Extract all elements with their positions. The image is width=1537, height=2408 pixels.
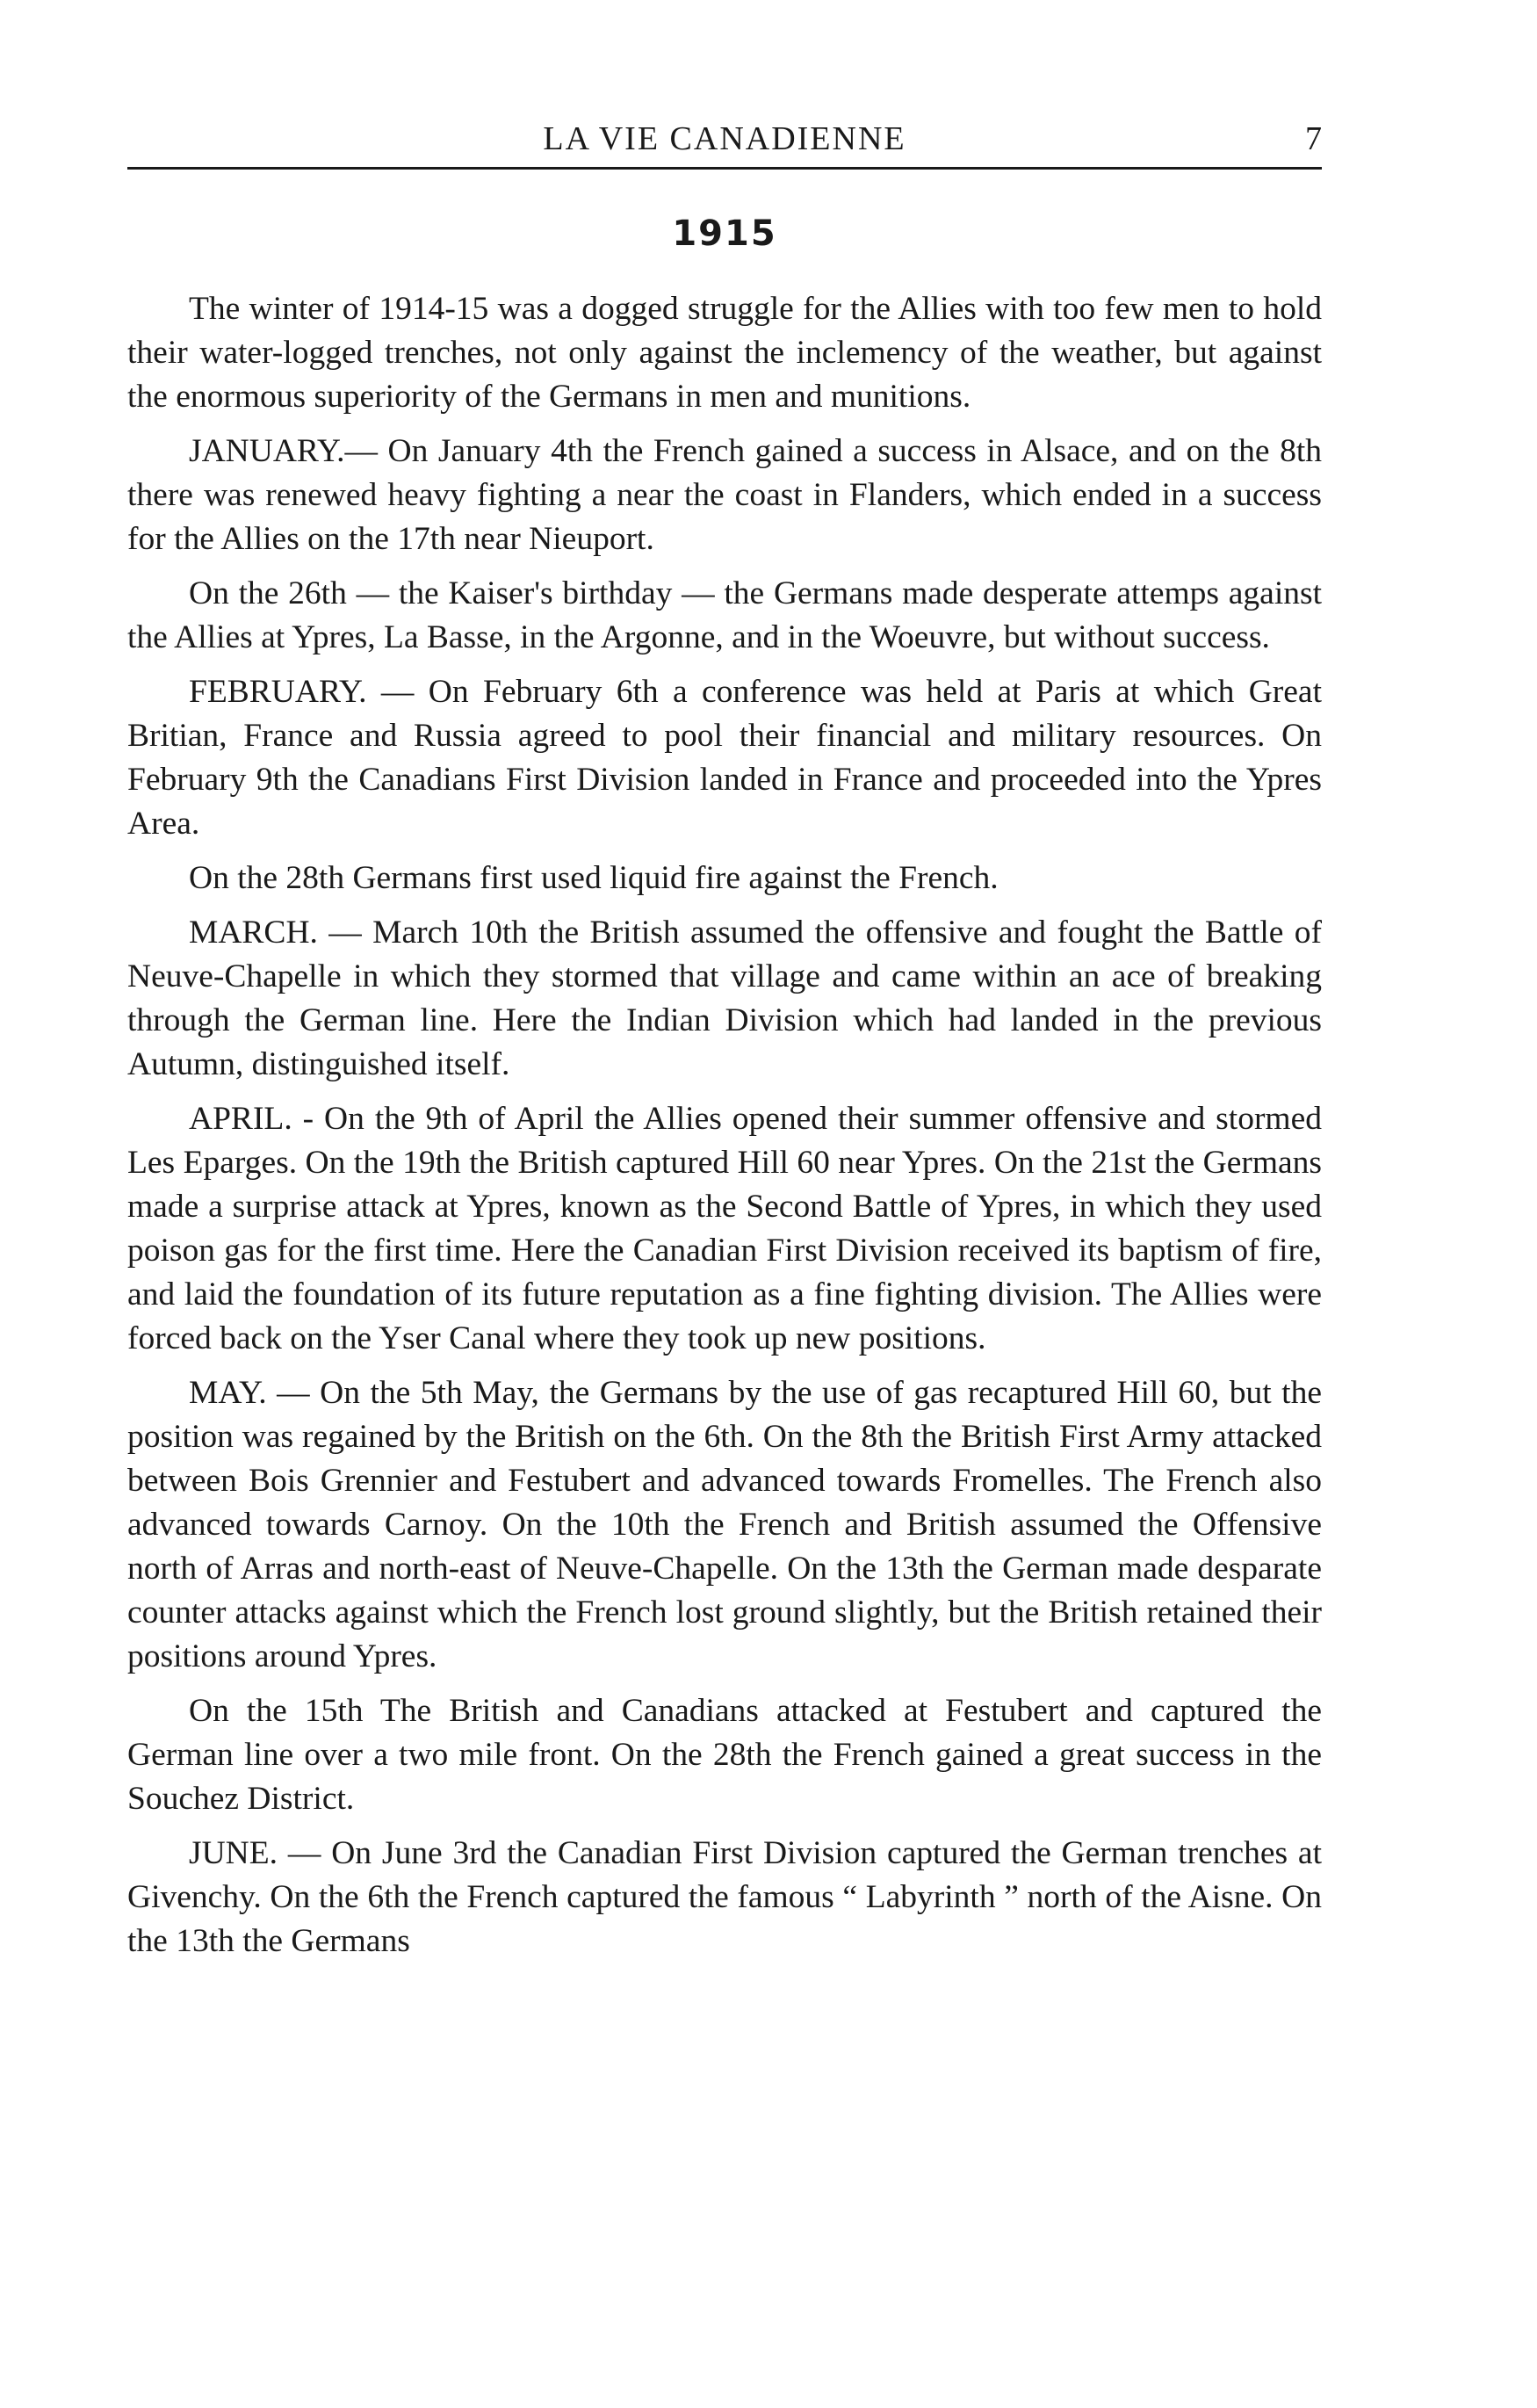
paragraph-may: MAY. — On the 5th May, the Germans by the use of gas recaptured Hill 60, but the position was regained by the British on the 6th. On the 8th the British First Army attacked between Bois Grennier and Festubert and advanced towards Fromelles. The French also advanced towards Carnoy. On the 10th the French and British assumed the Offensive north of Arras and north-east of Neuve-Chapelle. On the 13th the German made desparate counter attacks against which the French lost ground slightly, but the British retained their positions around Ypres. [127, 1375, 1322, 1674]
document-page [127, 114, 1322, 1974]
paragraph-may-15th: On the 15th The British and Canadians attacked at Festubert and captured the German line over a two mile front. On the 28th the French gained a great success in the Souchez District. [127, 1693, 1322, 1817]
paragraph-february: FEBRUARY. — On February 6th a conference was held at Paris at which Great Britian, France and Russia agreed to pool their financial and military resources. On February 9th the Canadians First Division landed in France and proceeded into the Ypres Area. [127, 674, 1322, 842]
paragraph-january: JANUARY.— On January 4th the French gained a success in Alsace, and on the 8th there was renewed heavy fighting a near the coast in Flanders, which ended in a success for the Allies on the 17th near Nieuport. [127, 433, 1322, 557]
section-heading: 1915 [672, 213, 777, 254]
running-head [127, 114, 1322, 170]
paragraph-february-28th: On the 28th Germans first used liquid fire against the French. [189, 860, 999, 896]
body-text [127, 287, 1322, 1963]
running-title: LA VIE CANADIENNE [543, 120, 906, 157]
paragraph-january-26th: On the 26th — the Kaiser's birthday — the Germans made desperate attemps against the Allies at Ypres, La Basse, in the Argonne, and in the Woeuvre, but without success. [127, 575, 1322, 655]
paragraph-june: JUNE. — On June 3rd the Canadian First Division captured the German trenches at Givenchy. On the 6th the French captured the famous “ Labyrinth ” north of the Aisne. On the 13th the Germans [127, 1835, 1322, 1959]
paragraph-intro: The winter of 1914-15 was a dogged struggle for the Allies with too few men to hold their water-logged trenches, not only against the inclemency of the weather, but against the enormous superiority of the Germans in men and munitions. [127, 291, 1322, 415]
page-number: 7 [1305, 120, 1322, 157]
paragraph-april: APRIL. - On the 9th of April the Allies opened their summer offensive and stormed Les Eparges. On the 19th the British captured Hill 60 near Ypres. On the 21st the Germans made a surprise attack at Ypres, known as the Second Battle of Ypres, in which they used poison gas for the first time. Here the Canadian First Division received its baptism of fire, and laid the foundation of its future reputation as a fine fighting division. The Allies were forced back on the Yser Canal where they took up new positions. [127, 1101, 1322, 1356]
paragraph-march: MARCH. — March 10th the British assumed the offensive and fought the Battle of Neuve-Chapelle in which they stormed that village and came within an ace of breaking through the German line. Here the Indian Division which had landed in the previous Autumn, distinguished itself. [127, 915, 1322, 1082]
